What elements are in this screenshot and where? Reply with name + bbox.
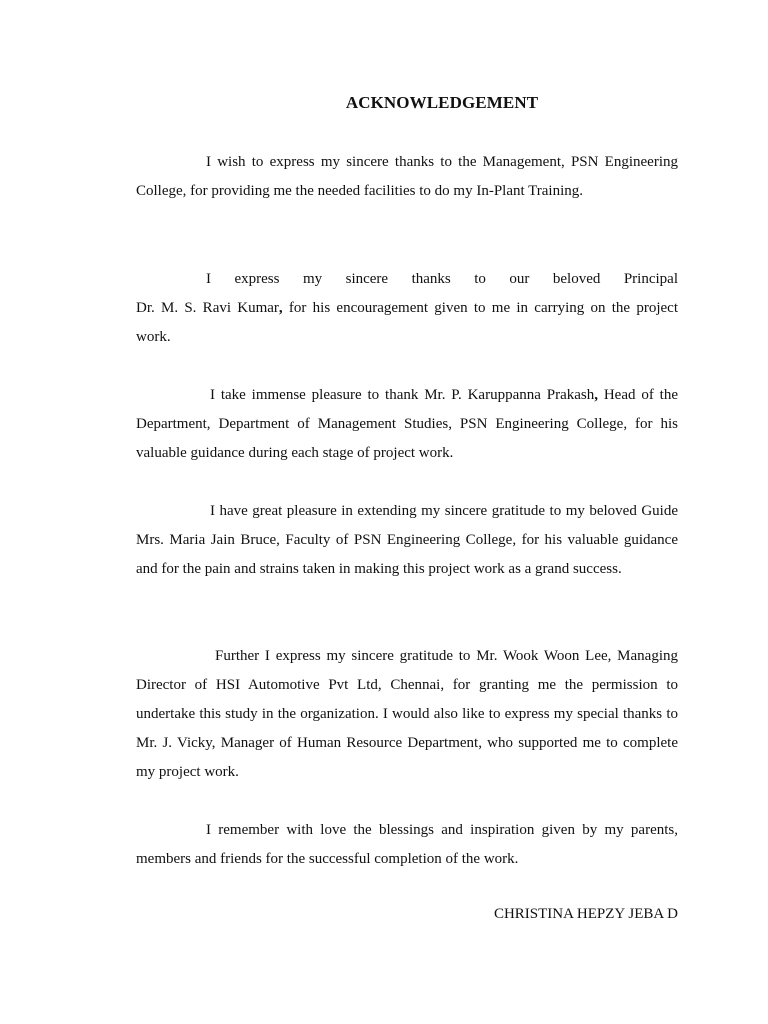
paragraph-management-thanks <box>136 148 678 206</box>
paragraph-text: Further I express my sincere gratitude to Mr. Wook Woon Lee, Managing Director of HSI Automotive Pvt Ltd, Chennai, for granting me the permission to undertake this study in the organization. I would also like to express my special thanks to Mr. J. Vicky, Manager of Human Resource Department, who supported me to complete my project work. <box>136 648 678 780</box>
bold-comma: , <box>278 300 283 316</box>
paragraph-hod-thanks <box>136 381 678 468</box>
paragraph-text: I wish to express my sincere thanks to the Management, PSN Engineering College, for providing me the needed facilities to do my In-Plant Training. <box>136 154 678 199</box>
page-title: ACKNOWLEDGEMENT <box>345 93 539 112</box>
paragraph-text: Head of the Department, Department of Management Studies, PSN Engineering College, for his valuable guidance during each stage of project work. <box>136 387 679 461</box>
principal-name: Dr. M. S. Ravi Kumar <box>136 300 279 316</box>
paragraph-line <box>136 265 678 294</box>
paragraph-text: I take immense pleasure to thank Mr. P. Karuppanna Prakash <box>210 387 595 403</box>
paragraph-guide-thanks <box>136 497 678 584</box>
paragraph-text: I express my sincere thanks to our beloved Principal <box>206 271 678 287</box>
paragraph-principal-thanks <box>136 265 678 352</box>
paragraph-text: I remember with love the blessings and inspiration given by my parents, members and friends for the successful completion of the work. <box>136 822 678 867</box>
signature-name: CHRISTINA HEPZY JEBA D <box>493 906 678 922</box>
paragraph-company-thanks <box>136 642 678 787</box>
paragraph-family-thanks <box>136 816 678 874</box>
paragraph-text: I have great pleasure in extending my sincere gratitude to my beloved Guide Mrs. Maria Jain Bruce, Faculty of PSN Engineering College, for his valuable guidance and for the pain and strains taken in making this project work as a grand success. <box>136 503 678 577</box>
paragraph-text: for his encouragement given to me in carrying on the project work. <box>136 300 678 345</box>
bold-comma: , <box>594 387 598 403</box>
